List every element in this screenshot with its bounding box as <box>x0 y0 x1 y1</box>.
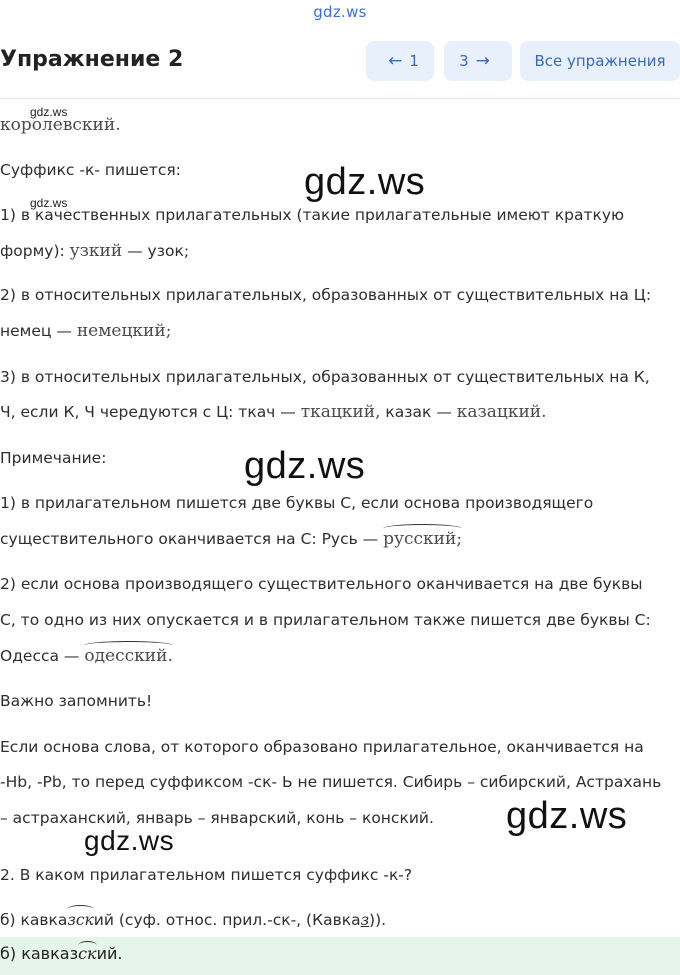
text-line: – астраханский, январь – январский, конь – конский. <box>0 809 434 827</box>
text-line: С, то одно из них опускается и в прилагательном также пишется две буквы С: <box>0 611 651 629</box>
text-line: Суффикс -к- пишется: <box>0 161 181 179</box>
watermark-small: gdz.ws <box>30 105 68 119</box>
text-fragment: форму): <box>0 242 70 260</box>
solution-content <box>0 98 680 943</box>
text-line: Если основа слова, от которого образовано прилагательное, оканчивается на <box>0 738 644 756</box>
text-fragment: Ч, если К, Ч чередуются с Ц: ткач — <box>0 403 301 421</box>
exercise-header <box>0 40 680 84</box>
watermark-big: gdz.ws <box>304 161 426 203</box>
text-fragment: б) кавка <box>0 911 68 929</box>
watermark-small: gdz.ws <box>30 196 68 210</box>
text-fragment: Одесса — <box>0 647 85 665</box>
text-fragment: ий. <box>96 944 123 963</box>
handwritten-word: одесский. <box>84 646 173 666</box>
prev-exercise-label: 1 <box>409 52 419 70</box>
text-line <box>0 644 173 668</box>
next-exercise-button[interactable] <box>444 41 512 81</box>
text-fragment: — узок; <box>122 242 190 260</box>
handwritten-word: казацкий. <box>456 402 547 422</box>
text-line: 1) в прилагательном пишется две буквы С, если основа производящего <box>0 494 594 512</box>
handwritten-word: ткацкий, <box>300 402 381 422</box>
text-line: королевский. <box>0 115 121 135</box>
text-line: 3) в относительных прилагательных, образованных от существительных на К, <box>0 368 650 386</box>
handwritten-letter: з <box>360 911 370 929</box>
text-line: 1) в качественных прилагательных (такие прилагательные имеют краткую <box>0 206 625 224</box>
text-line: Примечание: <box>0 449 107 467</box>
prev-exercise-button[interactable] <box>366 41 434 81</box>
page-title: Упражнение 2 <box>0 47 184 72</box>
arrow-left-icon: ← <box>388 51 403 71</box>
text-fragment: ий (суф. относ. прил.-ск-, (Кавка <box>93 911 361 929</box>
final-answer <box>0 944 122 963</box>
clipped-previous-line <box>0 98 680 102</box>
handwritten-word: русский; <box>383 529 463 549</box>
top-watermark: gdz.ws <box>313 3 367 21</box>
watermark-big: gdz.ws <box>244 445 366 487</box>
all-exercises-button[interactable]: Все упражнения <box>520 41 680 81</box>
question-text: 2. В каком прилагательном пишется суффикс -к-? <box>0 866 413 884</box>
text-line <box>0 908 386 932</box>
text-fragment: немец — <box>0 322 77 340</box>
text-fragment: )). <box>369 911 387 929</box>
text-line <box>0 400 547 424</box>
text-line: 2) если основа производящего существительного оканчивается на две буквы <box>0 575 643 593</box>
text-line: 2) в относительных прилагательных, образованных от существительных на Ц: <box>0 286 652 304</box>
arrow-right-icon: → <box>475 51 490 71</box>
text-line: Важно запомнить! <box>0 692 153 710</box>
text-line <box>0 527 462 551</box>
watermark-big: gdz.ws <box>84 825 175 856</box>
text-fragment: казак — <box>380 403 457 421</box>
text-line <box>0 239 189 263</box>
handwritten-suffix: ск <box>78 944 97 963</box>
handwritten-suffix: зск <box>67 908 93 932</box>
watermark-big: gdz.ws <box>506 795 628 837</box>
text-line <box>0 319 171 343</box>
text-line: -Нb, -Рb, то перед суффиксом -ск- Ь не пишется. Сибирь – сибирский, Астрахань <box>0 773 662 791</box>
next-exercise-label: 3 <box>459 52 469 70</box>
handwritten-word: узкий <box>69 241 123 261</box>
text-fragment: б) кавказ <box>0 944 79 963</box>
text-fragment: существительного оканчивается на С: Русь — <box>0 530 384 548</box>
handwritten-word: немецкий; <box>76 321 172 341</box>
